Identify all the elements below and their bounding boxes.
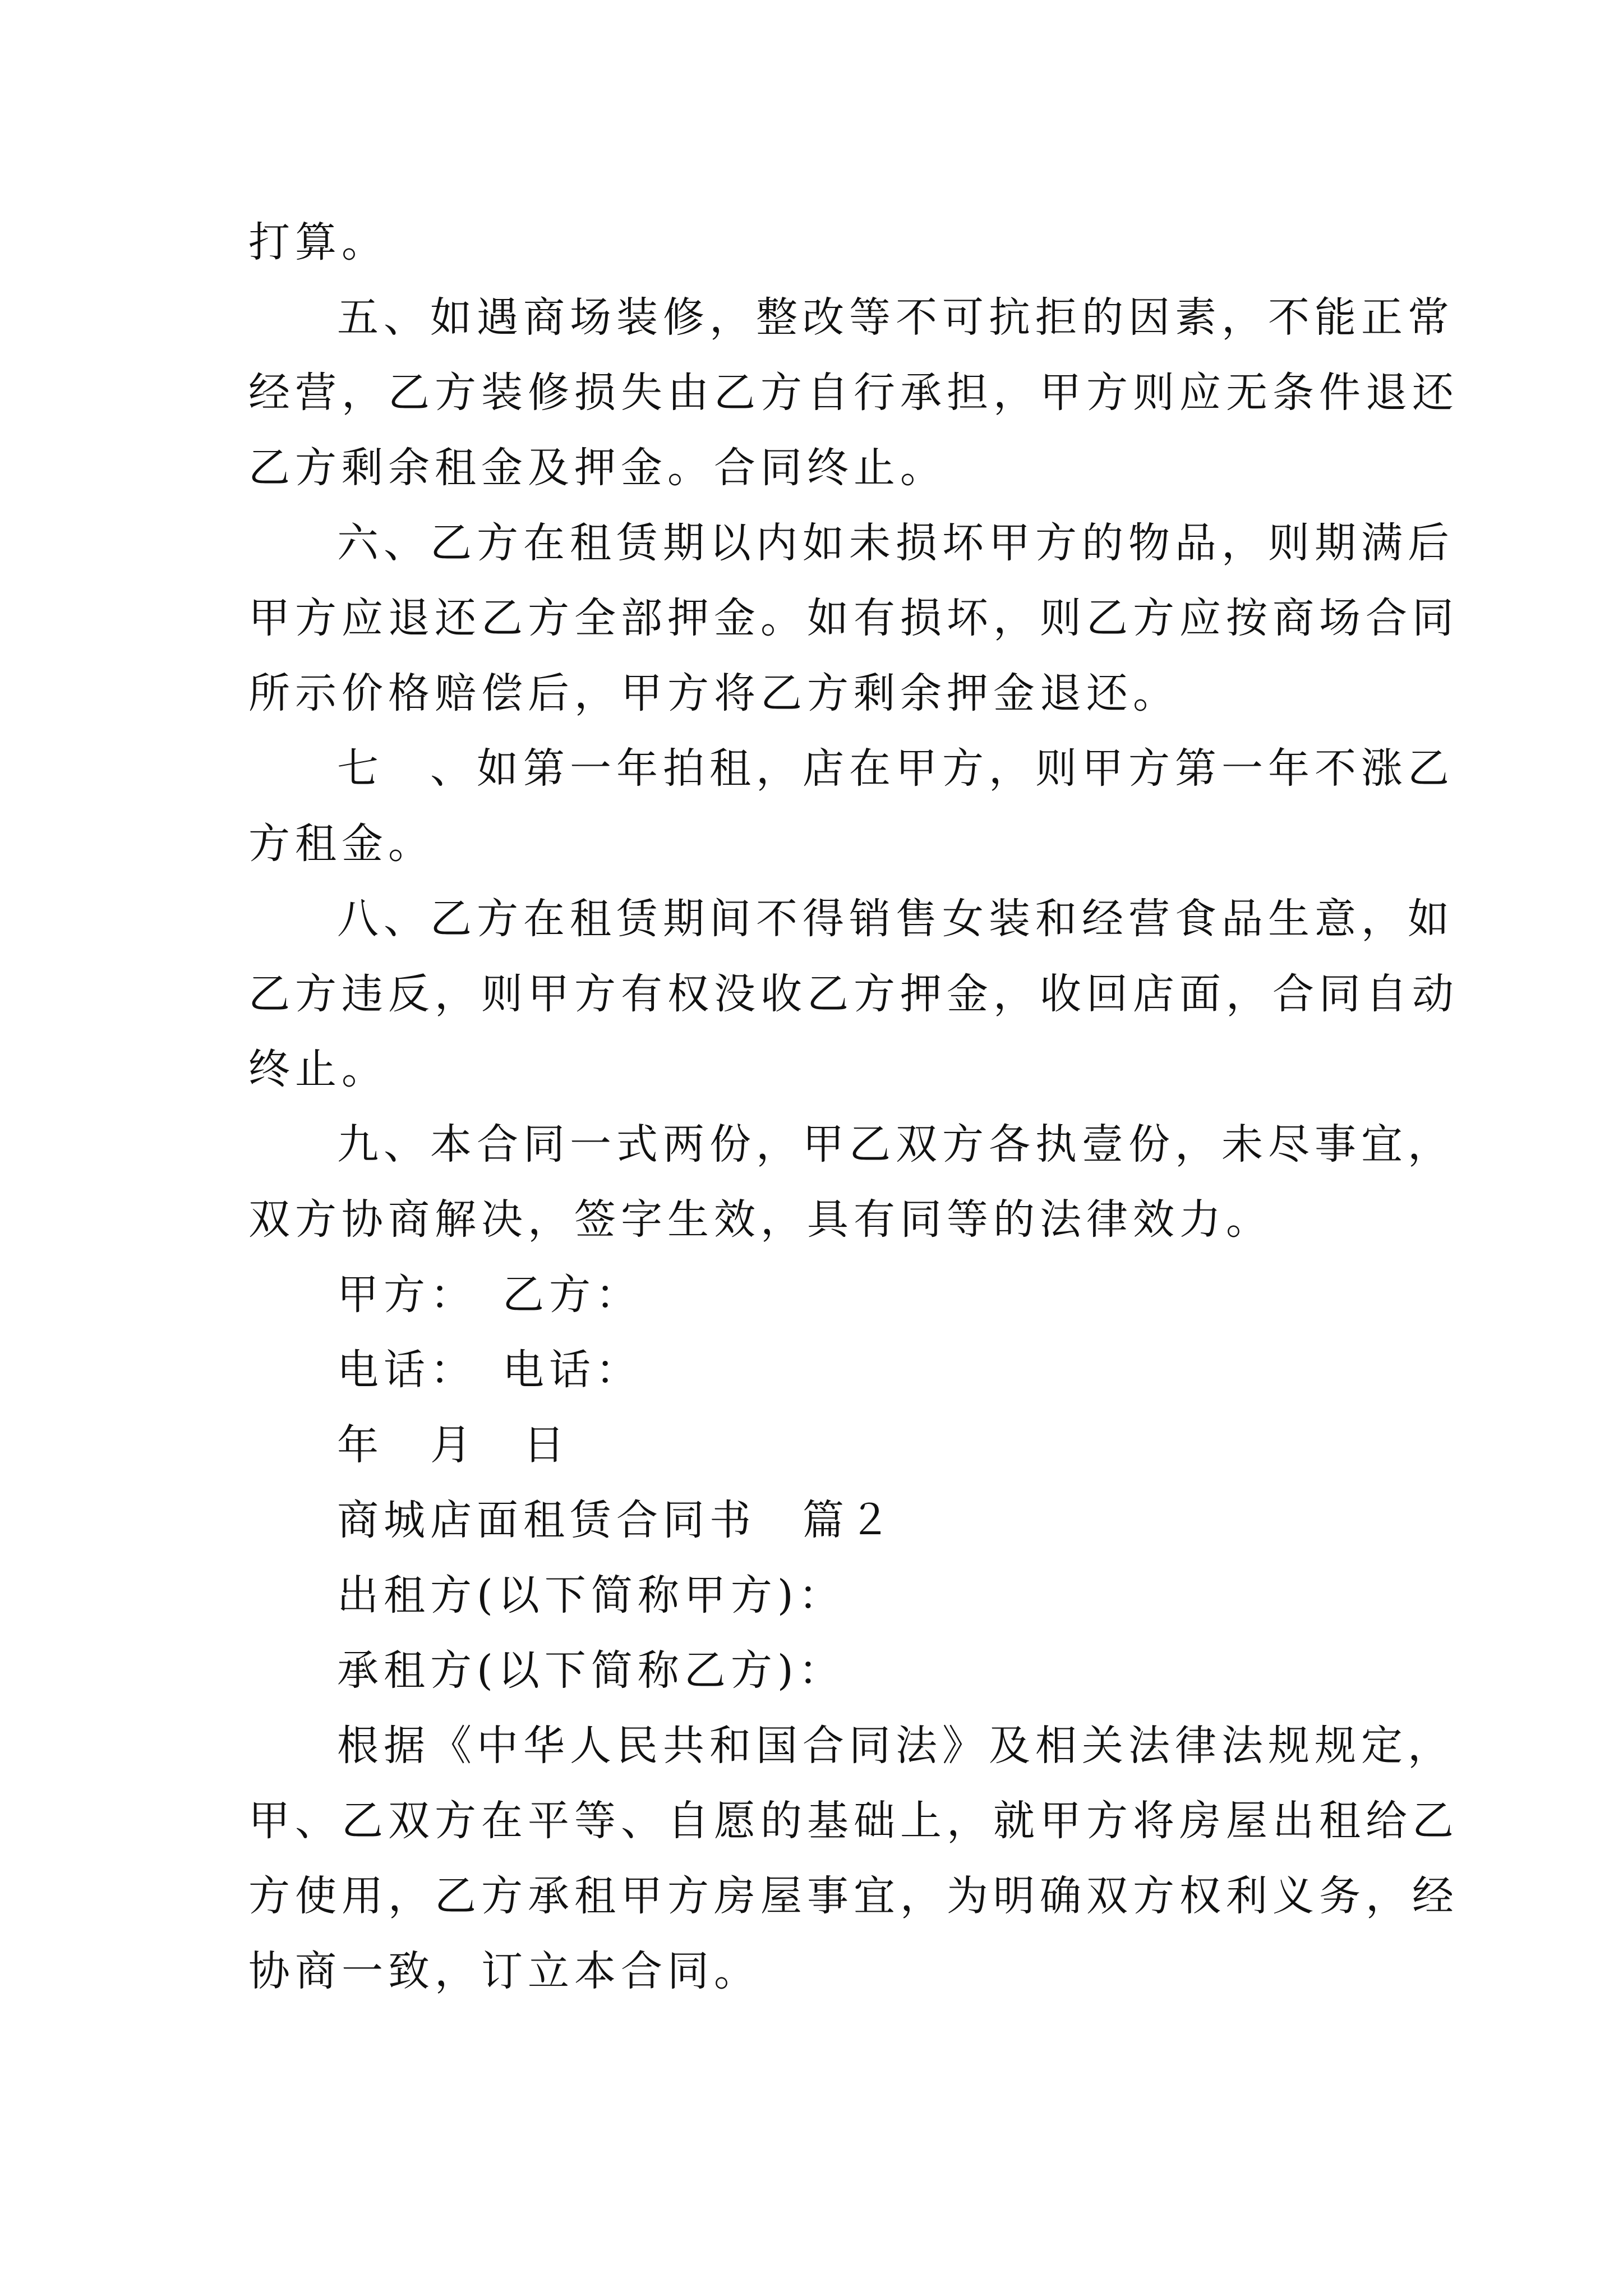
preamble-line: 根据《中华人民共和国合同法》及相关法律法规规定，: [337, 1722, 1454, 1770]
text-line: 终止。: [248, 1045, 388, 1093]
text-line: 方使用，乙方承租甲方房屋事宜，为明确双方权利义务，经: [248, 1872, 1459, 1920]
party-signature-line: 甲方： 乙方：: [337, 1271, 642, 1319]
text-line: 所示价格赔偿后，甲方将乙方剩余押金退还。: [248, 669, 1179, 717]
clause-5-line: 五、如遇商场装修，整改等不可抗拒的因素，不能正常: [337, 293, 1454, 342]
clause-7-line: 七 、如第一年拍租，店在甲方，则甲方第一年不涨乙: [337, 744, 1454, 793]
text-line: 协商一致，订立本合同。: [248, 1947, 760, 1995]
clause-8-line: 八、乙方在租赁期间不得销售女装和经营食品生意，如: [337, 895, 1454, 943]
lessee-line: 承租方(以下简称乙方)：: [337, 1646, 845, 1695]
document-body: [248, 205, 1459, 2009]
text-line: 方租金。: [248, 820, 435, 868]
text-line: 甲、乙双方在平等、自愿的基础上，就甲方将房屋出租给乙: [248, 1797, 1459, 1845]
text-line: 甲方应退还乙方全部押金。如有损坏，则乙方应按商场合同: [248, 594, 1459, 642]
lessor-line: 出租方(以下简称甲方)：: [337, 1571, 845, 1619]
text-line: 乙方违反，则甲方有权没收乙方押金，收回店面，合同自动: [248, 970, 1459, 1018]
date-line: 年 月 日: [337, 1421, 570, 1469]
section-title: 商城店面租赁合同书 篇２: [337, 1496, 896, 1544]
text-line: 双方协商解决，签字生效，具有同等的法律效力。: [248, 1195, 1272, 1244]
phone-line: 电话： 电话：: [337, 1346, 642, 1394]
text-line: 打算。: [248, 218, 388, 266]
text-line: 经营，乙方装修损失由乙方自行承担，甲方则应无条件退还: [248, 369, 1459, 417]
clause-9-line: 九、本合同一式两份，甲乙双方各执壹份，未尽事宜，: [337, 1120, 1454, 1168]
clause-6-line: 六、乙方在租赁期以内如未损坏甲方的物品，则期满后: [337, 519, 1454, 567]
text-line: 乙方剩余租金及押金。合同终止。: [248, 444, 947, 492]
